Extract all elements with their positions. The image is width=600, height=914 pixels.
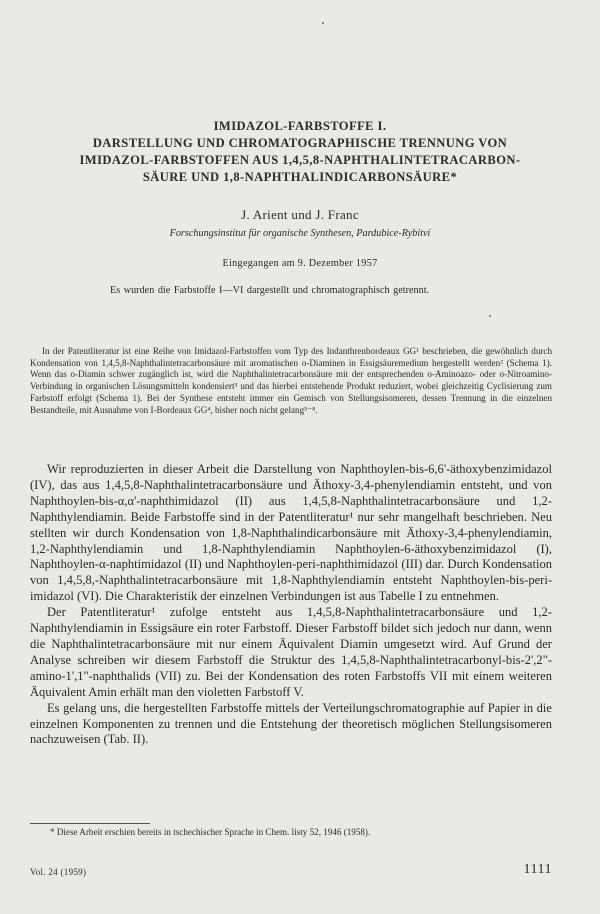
body-paragraph-3: Es gelang uns, die hergestellten Farbstoffe mittels der Verteilungschromatographie auf Papier in die einzelnen Komponenten zu trennen und die Entstehung der theoretisch möglichen Stellungsisomeren nachzuweisen (Tab. II).	[30, 700, 552, 747]
scan-speck	[322, 22, 324, 24]
page-number: 1111	[523, 862, 552, 877]
journal-volume: Vol. 24 (1959)	[30, 867, 87, 877]
introduction-paragraph: In der Patentliteratur ist eine Reihe von Imidazol-Farbstoffen vom Typ des Indanthrenbordeaux GG¹ beschrieben, die gewöhnlich durch Kondensation von 1,4,5,8-Naphthalintetracarbonsäure mit aromatischen o-Diaminen in Essigsäuremedium hergestellt werden² (Schema 1). Wenn das o-Diamin schwer zugänglich ist, wird die Naphthalintetracarbonsäure mit der entsprechenden o-Aminoazo- oder o-Nitroamino-Verbindung in organischen Lösungsmitteln kondensiert³ und das hierbei entstehende Produkt reduziert, wobei gleichzeitig Cyclisierung zum Farbstoff erfolgt (Schema 1). Bei der Synthese entsteht immer ein Gemisch von Stellungsisomeren, dessen Trennung in die einzelnen Bestandteile, mit Ausnahme von I-Bordeaux GG⁴, bisher noch nicht gelang⁵⁻⁸.	[30, 346, 552, 415]
synopsis: Es wurden die Farbstoffe I—VI dargestellt und chromatographisch getrennt.	[110, 285, 430, 296]
scan-speck	[489, 315, 491, 317]
footnote-divider	[30, 823, 150, 824]
title-line-1: IMIDAZOL-FARBSTOFFE I.	[213, 119, 387, 133]
affiliation: Forschungsinstitut für organische Synthesen, Pardubice-Rybitví	[169, 228, 431, 239]
body-paragraph-2: Der Patentliteratur¹ zufolge entsteht aus 1,4,5,8-Naphthalintetracarbonsäure und 1,2-Naphthylendiamin in Essigsäure ein roter Farbstoff. Dieser Farbstoff bildet sich jedoch nur dann, wenn die Naphthalintetracarbonsäure mit nur einem Äquivalent Diamin umgesetzt wird. Auf Grund der Analyse schreiben wir diesem Farbstoff die Struktur des 1,4,5,8-Naphthalintetracarbonyl-bis-2',2"-amino-1',1"-naphthalids (VII) zu. Bei der Kondensation des roten Farbstoffs VII mit einem weiteren Äquivalent Amin erhält man den violetten Farbstoff V.	[30, 605, 552, 699]
received-date: Eingegangen am 9. Dezember 1957	[222, 258, 378, 269]
title-line-4: SÄURE UND 1,8-NAPHTHALINDICARBONSÄURE*	[142, 170, 458, 184]
authors: J. Arient und J. Franc	[241, 207, 359, 222]
article-title	[30, 118, 570, 186]
footnote: * Diese Arbeit erschien bereits in tschechischer Sprache in Chem. listy 52, 1946 (1958).	[50, 827, 371, 837]
body-paragraph-1: Wir reproduzierten in dieser Arbeit die Darstellung von Naphthoylen-bis-6,6'-äthoxybenzimidazol (IV), das aus 1,4,5,8-Naphthalintetracarbonsäure und Äthoxy-3,4-phenylendiamin entsteht, und von Naphthoylen-bis-α,α'-naphthimidazol (II) aus 1,4,5,8-Naphthalintetracarbonsäure und 1,2-Naphthylendiamin. Beide Farbstoffe sind in der Patentliteratur¹ nur sehr mangelhaft beschrieben. Neu stellten wir durch Kondensation von 1,8-Naphthalindicarbonsäure mit Äthoxy-3,4-phenylendiamin, 1,2-Naphthylendiamin und 1,8-Naphthylendiamin Naphthoylen-6-äthoxybenzimidazol (I), Naphthoylen-α-naphtimidazol (II) und Naphthoylen-peri-naphthimidazol (III) dar. Durch Kondensation von 1,4,5,8,-Naphthalintetracarbonsäure mit 1,8-Naphthylendiamin entsteht Naphthoylen-bis-peri-imidazol (VI). Die Charakteristik der einzelnen Verbindungen ist aus Tabelle I zu entnehmen.	[30, 462, 552, 604]
title-line-2: DARSTELLUNG UND CHROMATOGRAPHISCHE TRENNUNG VON	[92, 136, 508, 150]
body-text	[30, 462, 552, 748]
title-line-3: IMIDAZOL-FARBSTOFFEN AUS 1,4,5,8-NAPHTHALINTETRACARBON-	[79, 153, 521, 167]
